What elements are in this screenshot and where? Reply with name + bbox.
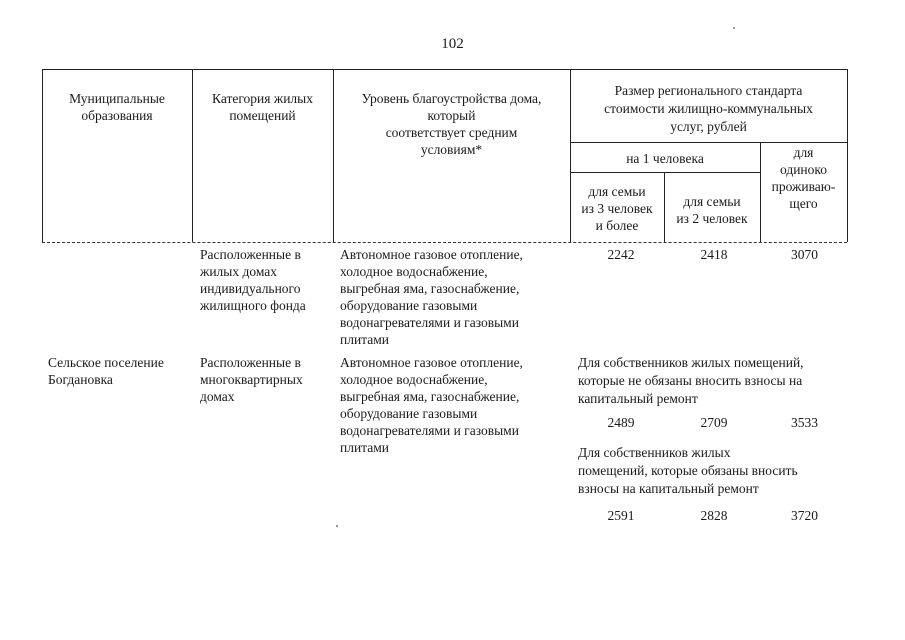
header-divider-family bbox=[570, 172, 760, 173]
row2b-family-2-value: 2828 bbox=[700, 508, 728, 523]
page-number: 102 bbox=[441, 36, 464, 52]
header-family-2: для семьи из 2 человек bbox=[676, 194, 748, 226]
header-comfort-level: Уровень благоустройства дома, который соответствует средним условиям* bbox=[361, 91, 542, 157]
header-divider-per-person bbox=[570, 142, 847, 143]
row2-municipality: Сельское поселение Богдановка bbox=[48, 355, 164, 387]
header-bottom-border bbox=[42, 242, 847, 243]
header-single: для одиноко проживаю- щего bbox=[771, 145, 836, 211]
row2-note-no-capital-repair: Для собственников жилых помещений, которые не обязаны вносить взносы на капитальный ремонт bbox=[578, 355, 804, 406]
row2a-family-2-value: 2709 bbox=[700, 415, 728, 430]
row2b-family-3-value: 2591 bbox=[607, 508, 635, 523]
scan-speck bbox=[336, 525, 338, 527]
row1-family-3-value: 2242 bbox=[607, 247, 635, 262]
header-category: Категория жилых помещений bbox=[212, 91, 313, 123]
col-divider-3 bbox=[570, 69, 571, 242]
col-divider-2 bbox=[333, 69, 334, 242]
col-divider-5 bbox=[760, 142, 761, 242]
row2a-single-value: 3533 bbox=[791, 415, 818, 430]
row1-comfort: Автономное газовое отопление, холодное водоснабжение, выгребная яма, газоснабжение, оборудование газовыми водонагревателями и газовыми плитами bbox=[340, 247, 523, 347]
header-per-person: на 1 человека bbox=[626, 151, 704, 166]
row2b-single-value: 3720 bbox=[791, 508, 818, 523]
table-left-border bbox=[42, 69, 43, 242]
row1-category: Расположенные в жилых домах индивидуального жилищного фонда bbox=[200, 247, 306, 313]
row2-category: Расположенные в многоквартирных домах bbox=[200, 355, 303, 404]
scan-speck bbox=[733, 27, 735, 29]
table-top-border bbox=[42, 69, 847, 70]
row2-note-capital-repair: Для собственников жилых помещений, которые обязаны вносить взносы на капитальный ремонт bbox=[578, 445, 798, 496]
row2a-family-3-value: 2489 bbox=[607, 415, 635, 430]
header-family-3: для семьи из 3 человек и более bbox=[581, 184, 653, 233]
header-municipality: Муниципальные образования bbox=[69, 91, 165, 123]
row1-family-2-value: 2418 bbox=[700, 247, 728, 262]
col-divider-4 bbox=[664, 172, 665, 242]
col-divider-1 bbox=[192, 69, 193, 242]
row2-comfort: Автономное газовое отопление, холодное водоснабжение, выгребная яма, газоснабжение, оборудование газовыми водонагревателями и газовыми плитами bbox=[340, 355, 523, 455]
row1-single-value: 3070 bbox=[791, 247, 818, 262]
table-right-border bbox=[847, 69, 848, 242]
header-regional-standard: Размер регионального стандарта стоимости жилищно-коммунальных услуг, рублей bbox=[604, 83, 813, 134]
